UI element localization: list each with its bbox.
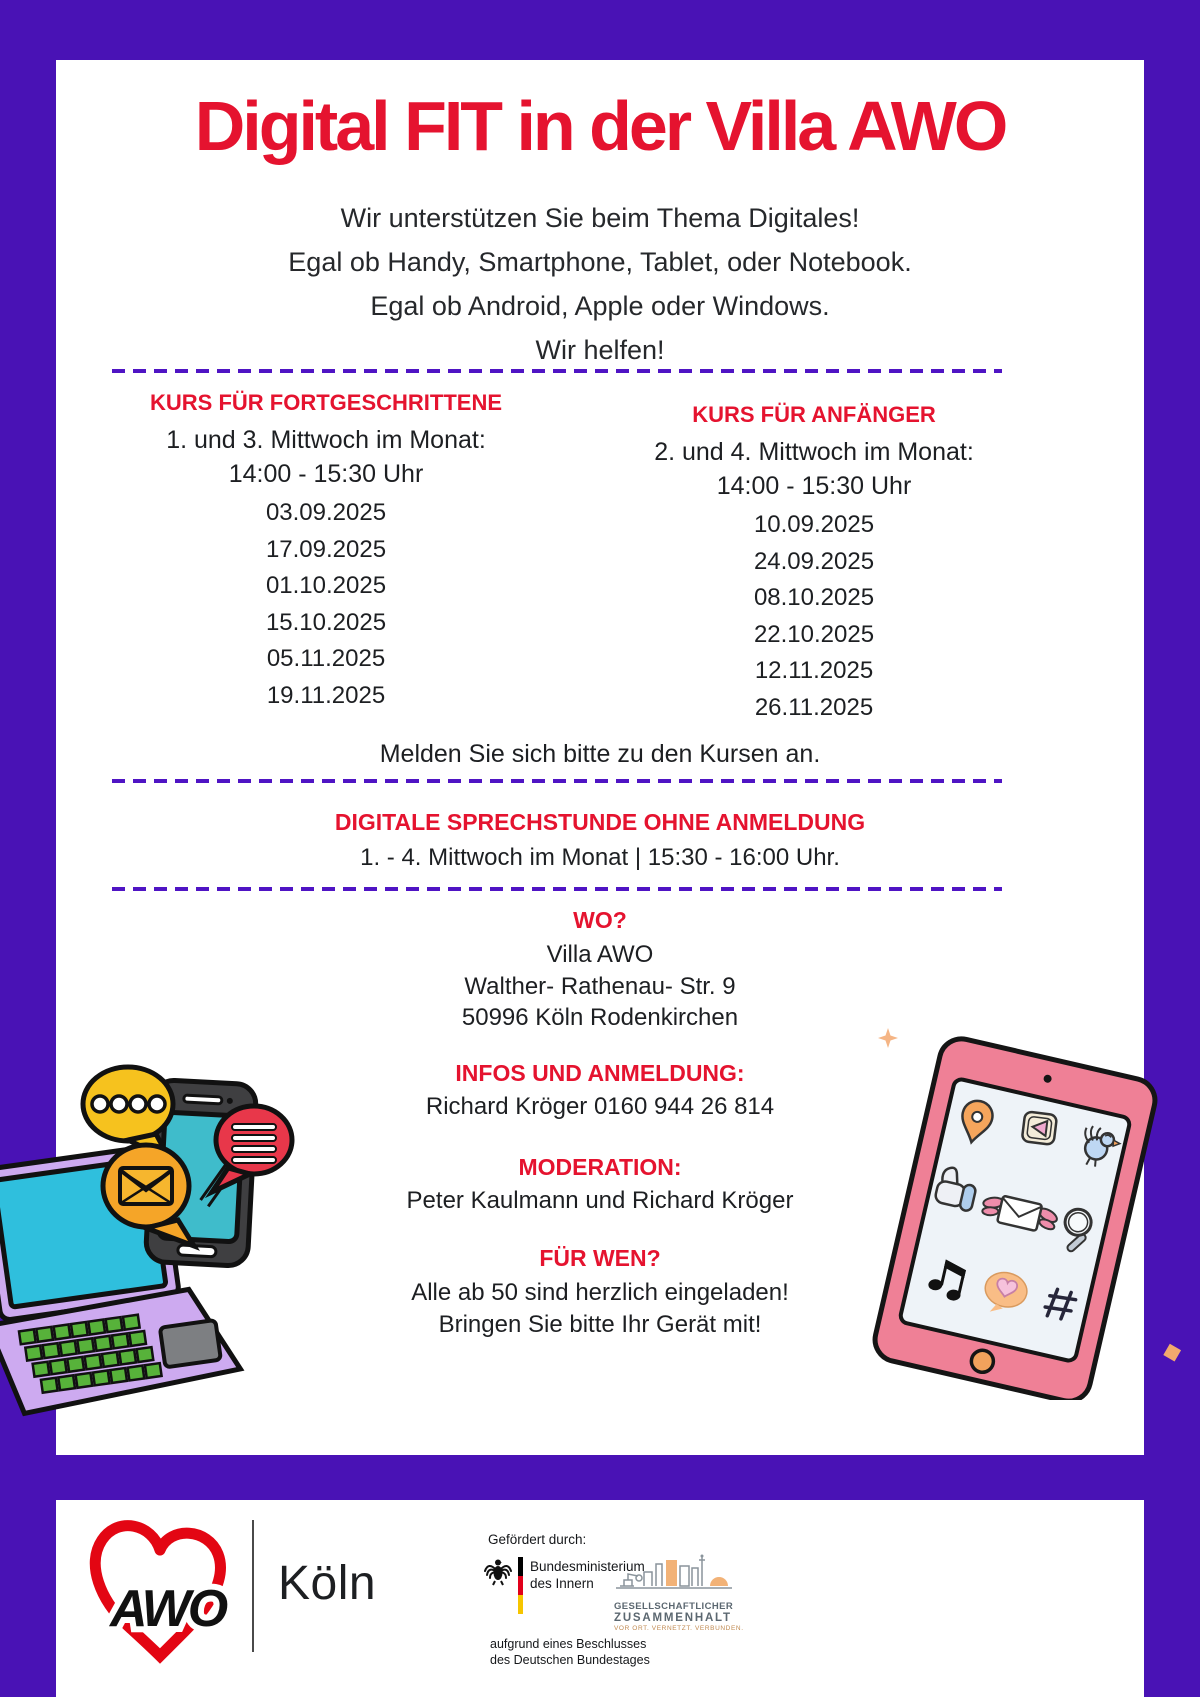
logo-divider xyxy=(252,1520,254,1652)
course-beginner-schedule: 2. und 4. Mittwoch im Monat: xyxy=(654,438,974,466)
location-line: Villa AWO xyxy=(546,941,654,968)
course-beginner-heading: KURS FÜR ANFÄNGER xyxy=(692,402,936,427)
federal-eagle-icon xyxy=(484,1556,512,1586)
location-line: 50996 Köln Rodenkirchen xyxy=(461,1004,739,1031)
course-date: 08.10.2025 xyxy=(753,584,875,611)
course-date: 19.11.2025 xyxy=(266,681,386,709)
german-flag-stripe xyxy=(518,1557,523,1614)
intro-line: Egal ob Android, Apple oder Windows. xyxy=(370,291,830,321)
course-date: 01.10.2025 xyxy=(265,572,387,599)
course-date: 22.10.2025 xyxy=(753,620,875,648)
audience-line: Alle ab 50 sind herzlich eingeladen! xyxy=(411,1279,789,1306)
course-advanced-schedule: 1. und 3. Mittwoch im Monat: xyxy=(166,426,486,454)
footer xyxy=(56,1500,1144,1697)
course-date: 26.11.2025 xyxy=(754,693,874,721)
sparkle-icon xyxy=(878,1028,898,1048)
course-date: 24.09.2025 xyxy=(753,547,875,575)
location-line: Walther- Rathenau- Str. 9 xyxy=(464,972,736,1000)
contact-heading: INFOS UND ANMELDUNG: xyxy=(455,1060,745,1086)
course-advanced-time: 14:00 - 15:30 Uhr xyxy=(228,460,424,488)
dashed-divider xyxy=(112,887,1002,891)
location-heading: WO? xyxy=(573,907,627,933)
course-date: 12.11.2025 xyxy=(754,657,874,684)
diamond-icon xyxy=(1163,1344,1181,1362)
contact-text: Richard Kröger 0160 944 26 814 xyxy=(425,1093,775,1120)
awo-logo-text: AWO xyxy=(110,1580,226,1638)
audience-line: Bringen Sie bitte Ihr Gerät mit! xyxy=(438,1311,762,1338)
signup-note: Melden Sie sich bitte zu den Kursen an. xyxy=(379,740,821,768)
moderation-heading: MODERATION: xyxy=(518,1154,682,1180)
funded-by-label: Gefördert durch: xyxy=(488,1532,587,1547)
ministry-logo-text: Bundesministerium des Innern xyxy=(530,1559,645,1591)
city-skyline-icon xyxy=(614,1552,734,1596)
course-advanced xyxy=(86,390,566,714)
ministry-note: aufgrund eines Beschlusses des Deutschen Bundestages xyxy=(490,1637,650,1667)
dashed-divider xyxy=(112,779,1002,783)
play-button-icon xyxy=(1022,1111,1057,1145)
dashed-divider xyxy=(112,369,1002,373)
city-logo-text: Köln xyxy=(278,1557,377,1610)
page-title: Digital FIT in der Villa AWO xyxy=(194,87,1006,165)
moderation-text: Peter Kaulmann und Richard Kröger xyxy=(406,1187,794,1214)
laptop-smartphone-illustration xyxy=(0,1040,298,1420)
course-date: 10.09.2025 xyxy=(753,511,875,538)
intro-line: Wir helfen! xyxy=(535,335,665,365)
intro-line: Wir unterstützen Sie beim Thema Digitales! xyxy=(340,203,860,233)
course-beginner-time: 14:00 - 15:30 Uhr xyxy=(716,472,912,500)
course-date: 05.11.2025 xyxy=(266,645,386,672)
intro-text xyxy=(56,196,1144,372)
consultation-heading: DIGITALE SPRECHSTUNDE OHNE ANMELDUNG xyxy=(334,809,866,835)
course-date: 03.09.2025 xyxy=(265,499,387,526)
course-advanced-heading: KURS FÜR FORTGESCHRITTENE xyxy=(150,390,502,415)
course-date: 15.10.2025 xyxy=(265,608,387,636)
awo-logo xyxy=(72,1508,252,1678)
consultation-schedule: 1. - 4. Mittwoch im Monat | 15:30 - 16:00 Uhr. xyxy=(360,844,840,871)
course-beginner xyxy=(574,402,1054,726)
cohesion-logo: GESELLSCHAFTLICHER ZUSAMMENHALT VOR ORT. VERNETZT. VERBUNDEN. xyxy=(614,1552,764,1632)
course-date: 17.09.2025 xyxy=(265,535,387,563)
tablet-illustration xyxy=(840,1020,1200,1400)
intro-line: Egal ob Handy, Smartphone, Tablet, oder Notebook. xyxy=(288,247,912,277)
audience-heading: FÜR WEN? xyxy=(539,1245,661,1271)
